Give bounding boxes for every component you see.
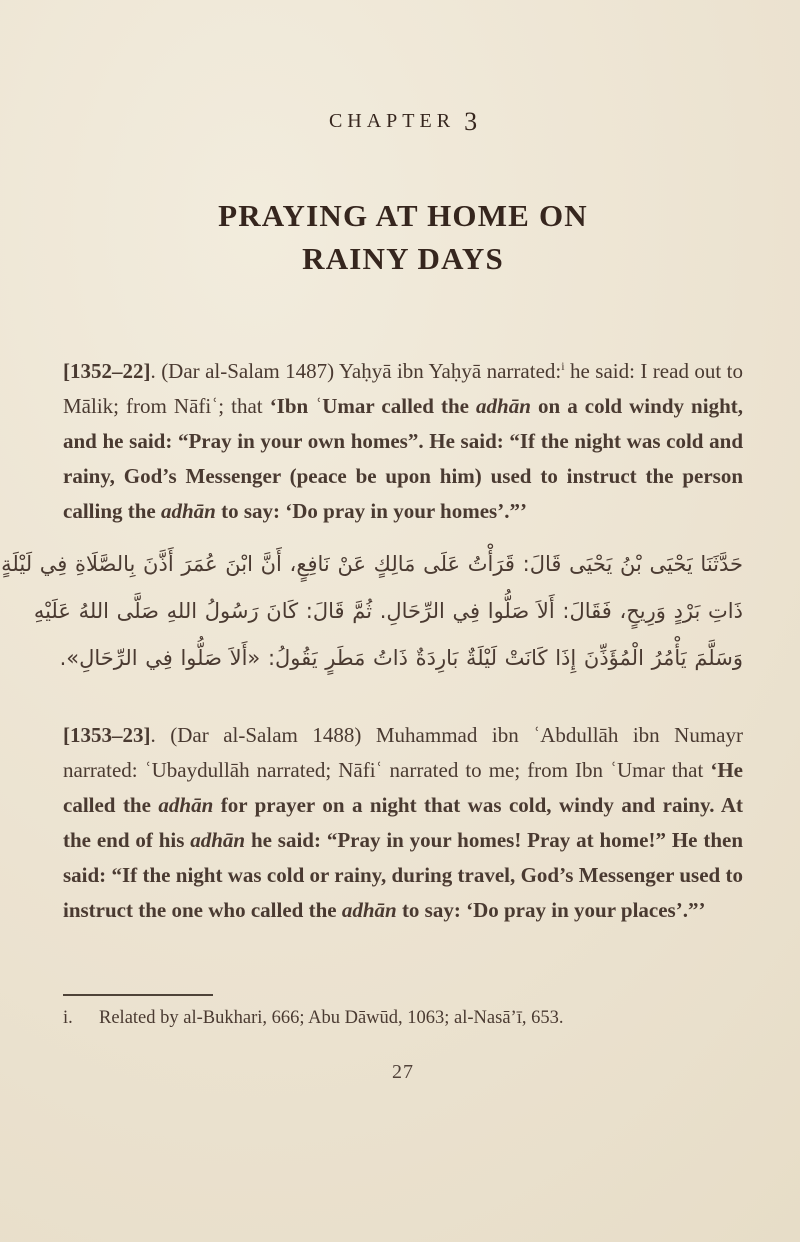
text-run: adhān xyxy=(161,499,216,523)
text-run: . (Dar al-Salam 1488) Muhammad ibn ʿAbdullāh ibn Numayr narrated: ʿUbaydullāh narrated; Nāfiʿ narrated to me; from Ibn ʿUmar that xyxy=(63,723,743,782)
chapter-title-line-1: PRAYING AT HOME ON xyxy=(218,198,588,233)
arabic-line: حَدَّثَنَا يَحْيَى بْنُ يَحْيَى قَالَ: قَرَأْتُ عَلَى مَالِكٍ عَنْ نَافِعٍ، أَنَّ ابْنَ عُمَرَ أَذَّنَ بِالصَّلَاةِ فِي لَيْلَةٍ xyxy=(1,552,743,576)
text-run: to say: ‘Do pray in your places’.”’ xyxy=(396,898,706,922)
footnote-divider xyxy=(63,994,213,996)
text-run: . (Dar al-Salam 1487) Yaḥyā ibn Yaḥyā narrated: xyxy=(150,359,562,383)
arabic-line: وَسَلَّمَ يَأْمُرُ الْمُؤَذِّنَ إِذَا كَانَتْ لَيْلَةٌ بَارِدَةٌ ذَاتُ مَطَرٍ يَقُولُ: «أَلاَ صَلُّوا فِي الرِّحَالِ». xyxy=(59,646,743,670)
text-run: on a cold windy night, and he said: “Pray in your own homes”. He said: “If the night was cold and rainy, God’s Messenger (peace be upon him) used to instruct the person calling the xyxy=(63,394,743,523)
chapter-title xyxy=(63,194,743,280)
hadith-1353-english xyxy=(63,718,743,928)
text-run: to say: ‘Do pray in your homes’.”’ xyxy=(215,499,527,523)
chapter-title-line-2: RAINY DAYS xyxy=(302,241,504,276)
page-number: 27 xyxy=(392,1061,414,1083)
text-run: [1353–23] xyxy=(63,723,151,747)
hadith-1352-english xyxy=(63,354,743,529)
chapter-number: 3 xyxy=(464,107,478,136)
chapter-word: CHAPTER xyxy=(328,110,456,132)
footnote-body: Related by al-Bukhari, 666; Abu Dāwūd, 1063; al-Nasā’ī, 653. xyxy=(99,1008,564,1028)
text-run: for prayer on a night that was cold, windy and rainy. At the end of his xyxy=(63,793,744,852)
footnote-text xyxy=(63,1005,743,1031)
footnote xyxy=(63,994,743,1031)
text-run: adhān xyxy=(158,793,214,817)
text-run: he said: I read out to Mālik; from Nāfiʿ; that xyxy=(63,359,743,418)
arabic-line: ذَاتِ بَرْدٍ وَرِيحٍ، فَقَالَ: أَلاَ صَلُّوا فِي الرِّحَالِ. ثُمَّ قَالَ: كَانَ رَسُولُ اللهِ صَلَّى اللهُ عَلَيْهِ xyxy=(33,599,743,623)
text-run: adhān xyxy=(190,828,246,852)
text-run: adhān xyxy=(476,394,531,418)
text-run: ‘Ibn ʿUmar called the xyxy=(269,394,477,418)
text-run: [1352–22] xyxy=(63,359,151,383)
footnote-reference: i xyxy=(561,359,565,373)
text-run: adhān xyxy=(341,898,397,922)
footnote-marker: i. xyxy=(63,1008,73,1028)
hadith-1352-arabic xyxy=(1,541,743,682)
text-run: he said: “Pray in your homes! Pray at home!” He then said: “If the night was cold or rainy, during travel, God’s Messenger used to instruct the one who called the xyxy=(63,828,744,922)
text-run: ‘He called the xyxy=(63,758,743,817)
chapter-heading xyxy=(63,104,743,134)
